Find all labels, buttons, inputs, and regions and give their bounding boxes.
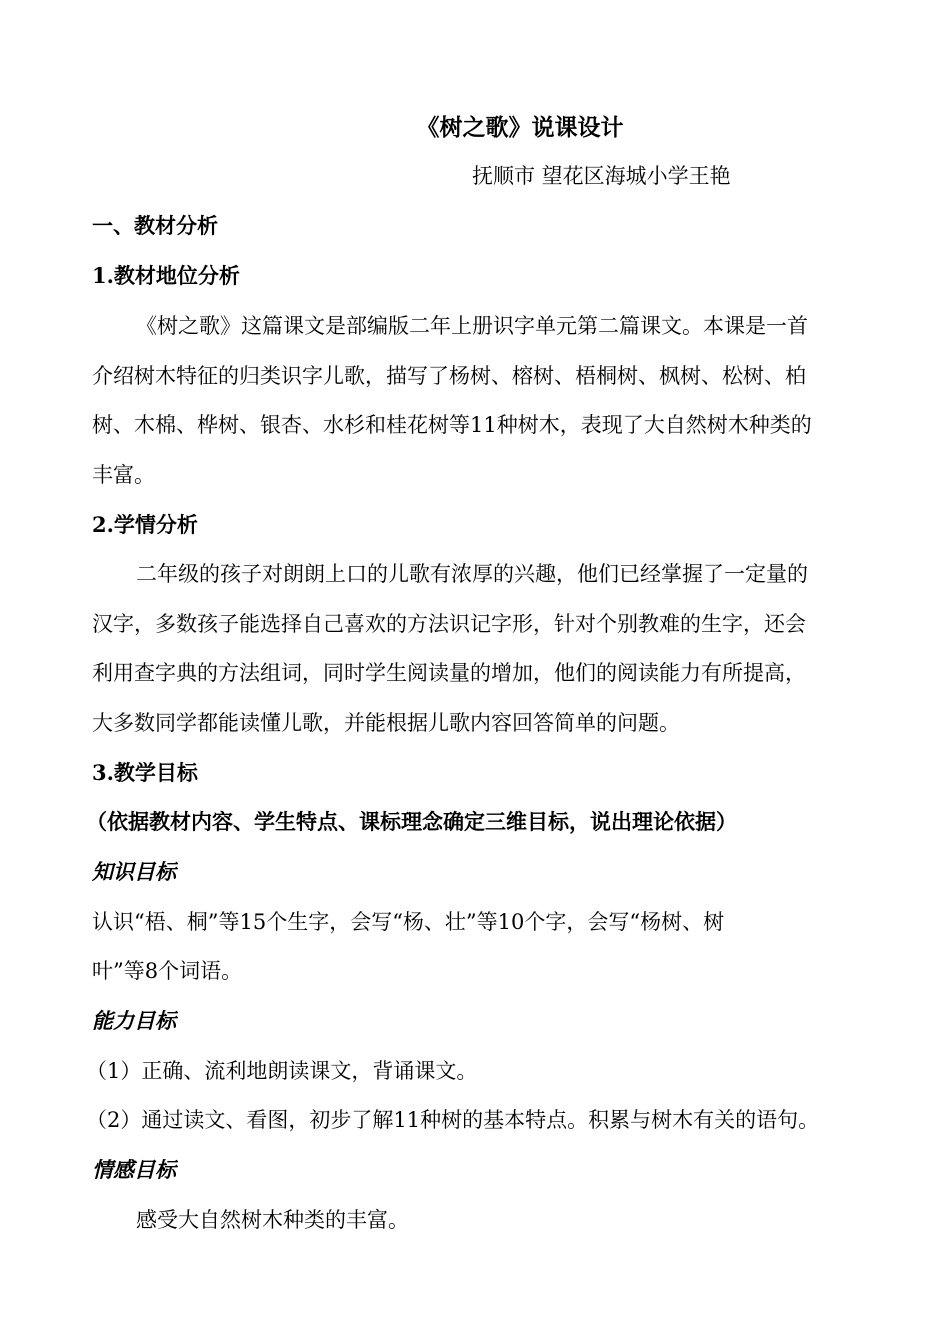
list-item: （1）正确、流利地朗读课文，背诵课文。 xyxy=(86,1059,478,1083)
paragraph-line: 介绍树木特征的归类识字儿歌，描写了杨树、榕树、梧桐树、枫树、松树、柏 xyxy=(92,364,806,388)
paragraph-line: 认识“梧、桐”等15个生字，会写“杨、壮”等10个字，会写“杨树、树 xyxy=(92,910,725,934)
subheading-2: 2.学情分析 xyxy=(92,512,198,537)
emotion-heading: 情感目标 xyxy=(92,1157,176,1182)
paragraph-line: 叶”等8个词语。 xyxy=(92,959,243,983)
author-line: 抚顺市 望花区海城小学王艳 xyxy=(472,164,731,188)
paragraph-line: 大多数同学都能读懂儿歌，并能根据儿歌内容回答简单的问题。 xyxy=(92,711,680,735)
paragraph-line: 《树之歌》这篇课文是部编版二年上册识字单元第二篇课文。本课是一首 xyxy=(136,314,808,338)
paragraph-line: 感受大自然树木种类的丰富。 xyxy=(136,1208,409,1232)
paragraph-line: 汉字，多数孩子能选择自己喜欢的方法识记字形，针对个别教难的生字，还会 xyxy=(92,612,806,636)
paragraph-line: 树、木棉、桦树、银杏、水杉和桂花树等11种树木，表现了大自然树木种类的 xyxy=(92,413,812,437)
list-item: （2）通过读文、看图，初步了解11种树的基本特点。积累与树木有关的语句。 xyxy=(86,1108,820,1132)
subheading-3: 3.教学目标 xyxy=(92,760,198,785)
page-title: 《树之歌》说课设计 xyxy=(416,114,624,141)
paragraph-line: 二年级的孩子对朗朗上口的儿歌有浓厚的兴趣，他们已经掌握了一定量的 xyxy=(136,562,808,586)
knowledge-heading: 知识目标 xyxy=(92,859,176,884)
paragraph-line: 丰富。 xyxy=(92,463,155,487)
ability-heading: 能力目标 xyxy=(92,1008,176,1033)
subheading-1: 1.教材地位分析 xyxy=(92,263,240,288)
section-heading-1: 一、教材分析 xyxy=(92,213,218,238)
paragraph-line: 利用查字典的方法组词，同时学生阅读量的增加，他们的阅读能力有所提高， xyxy=(92,661,806,685)
objectives-note: （依据教材内容、学生特点、课标理念确定三维目标，说出理论依据） xyxy=(86,809,737,834)
